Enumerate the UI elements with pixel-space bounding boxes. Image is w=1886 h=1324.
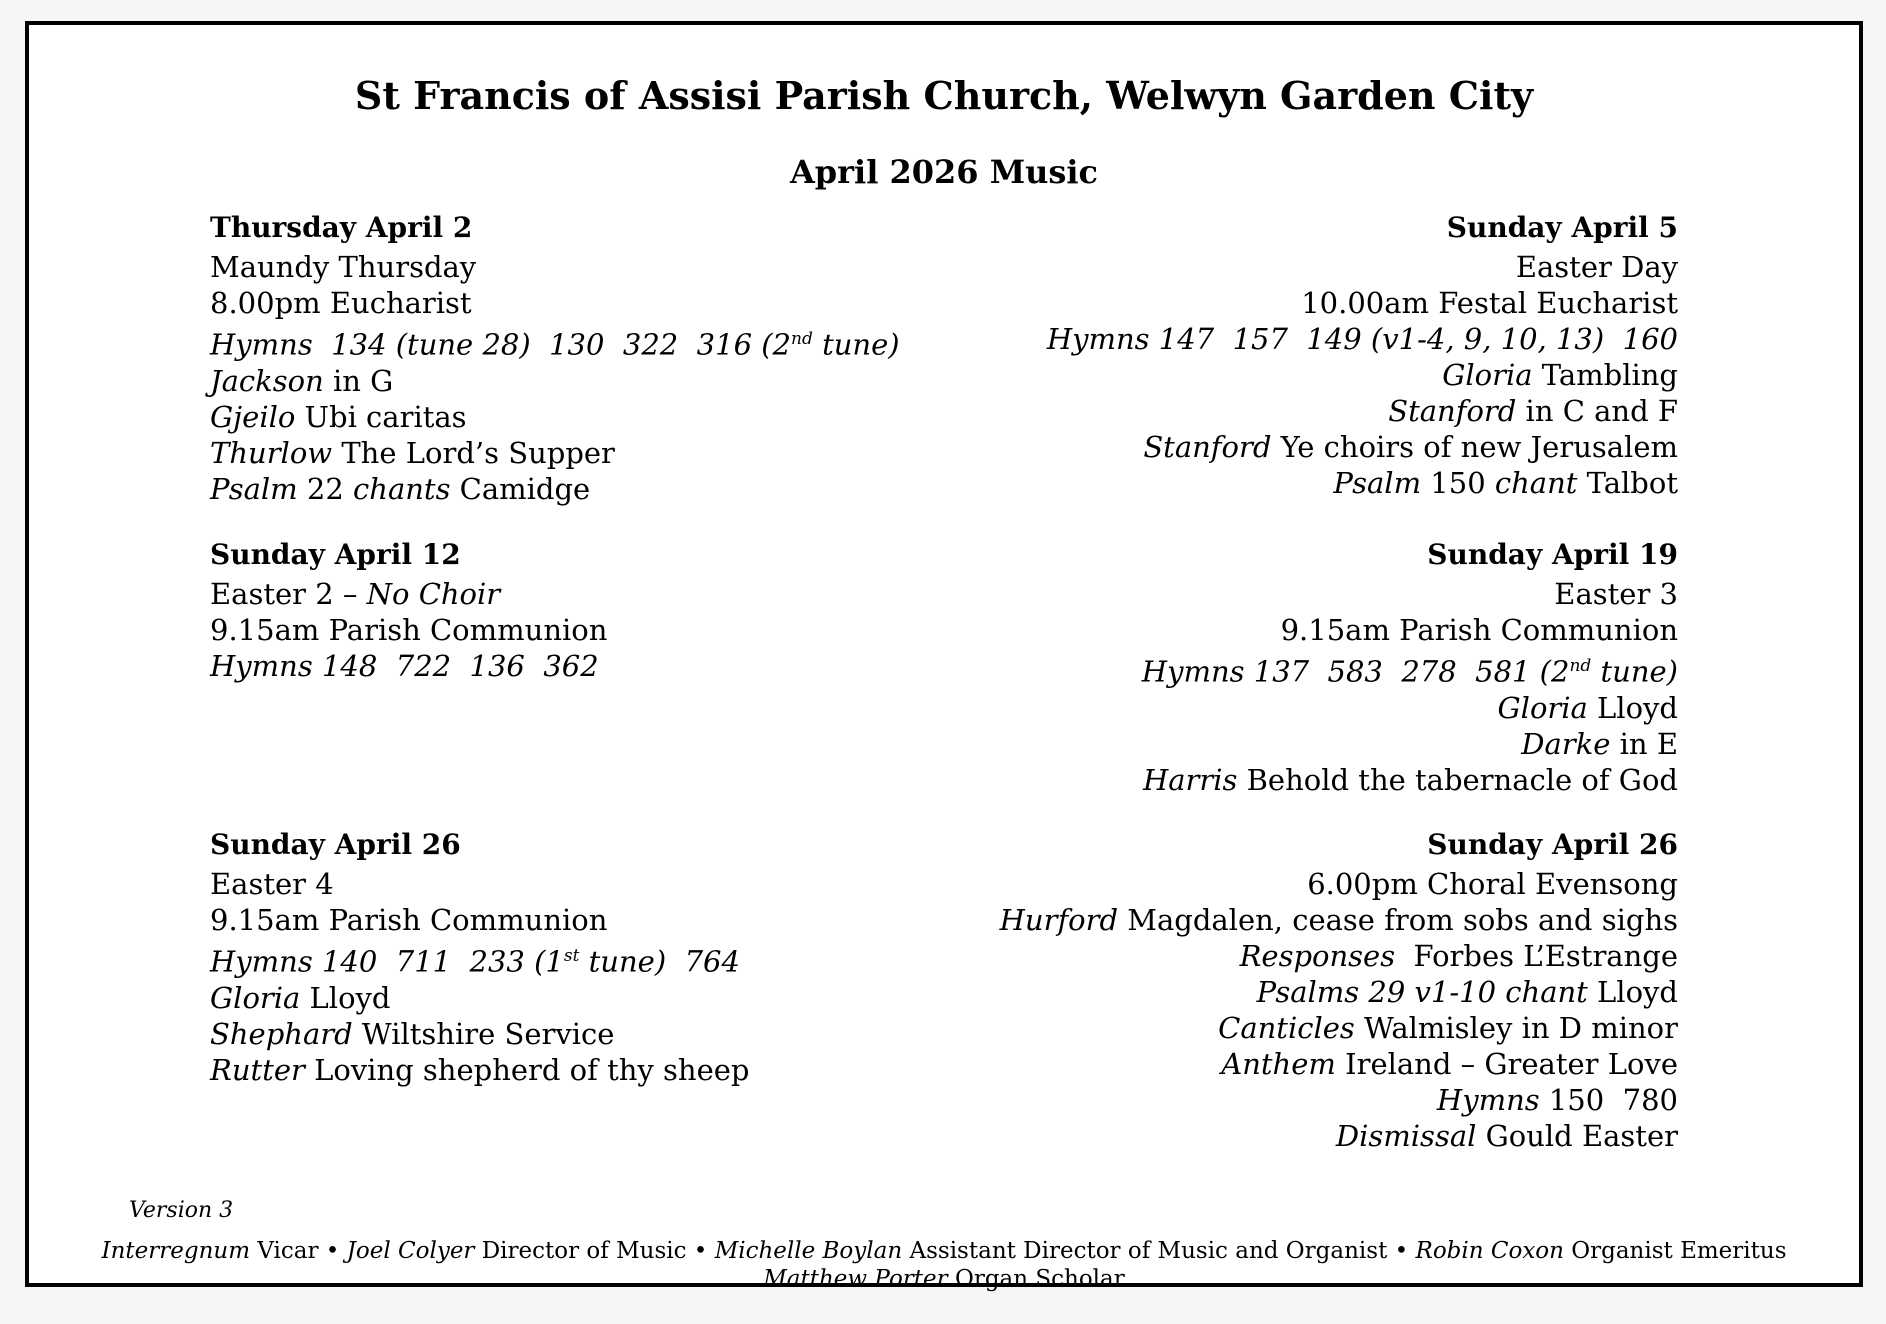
hymns-text: Hymns 134 (tune 28) 130 322 316 (2	[210, 327, 792, 362]
work: Ireland – Greater Love	[1335, 1047, 1678, 1081]
staff-line-1	[29, 1237, 1859, 1265]
service-date: Sunday April 19	[1427, 538, 1678, 571]
work: in G	[323, 363, 394, 398]
item-label: Responses	[1239, 939, 1396, 973]
music-item	[210, 1052, 749, 1088]
chant-label: chant	[1494, 466, 1578, 500]
chant-label: chants	[353, 471, 451, 506]
psalm-item	[210, 471, 900, 507]
music-item	[1142, 726, 1678, 762]
psalm-label: Psalm	[210, 471, 298, 506]
staff-name: Joel Colyer	[346, 1238, 475, 1264]
service-time: 10.00am Festal Eucharist	[1301, 286, 1678, 320]
work: Lloyd	[1587, 690, 1678, 725]
music-item	[1000, 1010, 1678, 1046]
ordinal-suffix: nd	[791, 329, 813, 349]
composer: Harris	[1142, 762, 1238, 797]
service-sun-apr26-evensong	[1000, 824, 1678, 1154]
work: Wiltshire Service	[352, 1016, 615, 1051]
music-item	[210, 363, 900, 399]
service-occasion	[210, 576, 607, 612]
service-date: Sunday April 26	[1427, 828, 1678, 861]
service-occasion: Easter 3	[1554, 577, 1678, 611]
service-sun-apr19	[1142, 534, 1678, 798]
chant-composer: Talbot	[1577, 466, 1678, 500]
service-sun-apr5	[1047, 207, 1678, 501]
hymns-line: Hymns 147 157 149 (v1-4, 9, 10, 13) 160	[1046, 322, 1678, 356]
service-occasion: Maundy Thursday	[210, 250, 477, 284]
hymns-line: Hymns 148 722 136 362	[210, 649, 599, 683]
work: Loving shepherd of thy sheep	[304, 1052, 750, 1087]
composer: Darke	[1521, 726, 1611, 761]
composer: Hurford	[999, 903, 1119, 937]
composer: Stanford	[1388, 394, 1517, 428]
hymns-line	[210, 938, 749, 980]
composer: Gloria	[1497, 690, 1588, 725]
work: in E	[1610, 726, 1678, 761]
hymns-text-end: tune) 764	[579, 944, 740, 979]
work: Behold the tabernacle of God	[1237, 762, 1678, 797]
item-label: Dismissal	[1335, 1119, 1477, 1153]
music-item	[1047, 393, 1678, 429]
composer: Shephard	[210, 1016, 353, 1051]
music-item	[1000, 1082, 1678, 1118]
psalm-number: 22	[297, 471, 354, 506]
staff-name: Matthew Porter	[763, 1266, 948, 1292]
work: Forbes L’Estrange	[1395, 939, 1678, 973]
ordinal-suffix: st	[563, 946, 580, 966]
music-item	[1000, 1118, 1678, 1154]
music-item	[1142, 762, 1678, 798]
hymns-text: Hymns 140 711 233 (1	[210, 944, 564, 979]
service-time: 6.00pm Choral Evensong	[1307, 867, 1678, 901]
music-item	[1047, 429, 1678, 465]
service-occasion: Easter 4	[210, 867, 334, 901]
version-note: Version 3	[129, 1198, 234, 1223]
service-date: Sunday April 26	[210, 828, 461, 861]
staff-name: Michelle Boylan	[714, 1238, 903, 1264]
work: in C and F	[1516, 394, 1678, 428]
hymns-text-end: tune)	[1591, 654, 1678, 689]
composer: Jackson	[210, 363, 324, 398]
music-item	[210, 435, 900, 471]
hymns-text: Hymns 137 583 278 581 (2	[1141, 654, 1570, 689]
staff-role: Director of Music •	[474, 1238, 715, 1264]
item-label: Psalms 29 v1-10 chant	[1256, 975, 1588, 1009]
no-choir-note: No Choir	[366, 577, 501, 611]
psalm-number: 150	[1421, 466, 1495, 500]
work: Ye choirs of new Jerusalem	[1271, 430, 1678, 464]
composer: Gjeilo	[210, 399, 296, 434]
service-thu-apr2	[210, 207, 900, 507]
service-time: 9.15am Parish Communion	[1280, 613, 1678, 647]
staff-footer	[29, 1237, 1859, 1293]
music-list-sheet	[25, 21, 1863, 1292]
service-date: Sunday April 12	[210, 538, 461, 571]
service-time: 9.15am Parish Communion	[210, 903, 608, 937]
hymns-line	[210, 321, 900, 363]
music-item	[1000, 938, 1678, 974]
service-sun-apr26-morning	[210, 824, 749, 1088]
work: Tambling	[1532, 358, 1678, 392]
service-date: Sunday April 5	[1446, 211, 1678, 244]
music-item	[210, 980, 749, 1016]
work: Lloyd	[300, 980, 391, 1015]
psalm-item	[1047, 465, 1678, 501]
service-time: 8.00pm Eucharist	[210, 286, 472, 320]
page-title: St Francis of Assisi Parish Church, Welwyn Garden City	[354, 73, 1534, 118]
hymns-line	[1142, 648, 1678, 690]
music-item	[1142, 690, 1678, 726]
music-item	[1047, 357, 1678, 393]
psalm-label: Psalm	[1333, 466, 1422, 500]
music-item	[210, 1016, 749, 1052]
service-sun-apr12	[210, 534, 607, 684]
music-item	[1000, 902, 1678, 938]
staff-role: Assistant Director of Music and Organist •	[902, 1238, 1416, 1264]
service-date: Thursday April 2	[210, 211, 473, 244]
music-item	[210, 399, 900, 435]
work: Magdalen, cease from sobs and sighs	[1118, 903, 1678, 937]
staff-name: Interregnum	[101, 1238, 251, 1264]
item-label: Canticles	[1218, 1011, 1355, 1045]
composer: Gloria	[1442, 358, 1533, 392]
service-occasion: Easter Day	[1515, 250, 1678, 284]
composer: Gloria	[210, 980, 301, 1015]
staff-role: Organist Emeritus	[1563, 1238, 1787, 1264]
service-time: 9.15am Parish Communion	[210, 613, 608, 647]
chant-composer: Camidge	[450, 471, 591, 506]
work: Lloyd	[1587, 975, 1678, 1009]
staff-role: Vicar •	[250, 1238, 347, 1264]
item-label: Anthem	[1221, 1047, 1336, 1081]
composer: Stanford	[1143, 430, 1272, 464]
music-item	[1000, 974, 1678, 1010]
composer: Rutter	[210, 1052, 305, 1087]
occasion-text: Easter 2 –	[210, 577, 367, 611]
staff-name: Robin Coxon	[1415, 1238, 1564, 1264]
music-item	[1000, 1046, 1678, 1082]
page-subtitle: April 2026 Music	[789, 153, 1099, 191]
staff-line-2	[29, 1265, 1859, 1293]
item-label: Hymns	[1436, 1083, 1540, 1117]
work: The Lord’s Supper	[332, 435, 615, 470]
work: Gould Easter	[1476, 1119, 1678, 1153]
ordinal-suffix: nd	[1569, 656, 1592, 676]
work: Ubi caritas	[295, 399, 467, 434]
staff-role: Organ Scholar	[947, 1266, 1125, 1292]
composer: Thurlow	[210, 435, 333, 470]
work: 150 780	[1539, 1083, 1678, 1117]
work: Walmisley in D minor	[1354, 1011, 1678, 1045]
hymns-text-end: tune)	[812, 327, 900, 362]
